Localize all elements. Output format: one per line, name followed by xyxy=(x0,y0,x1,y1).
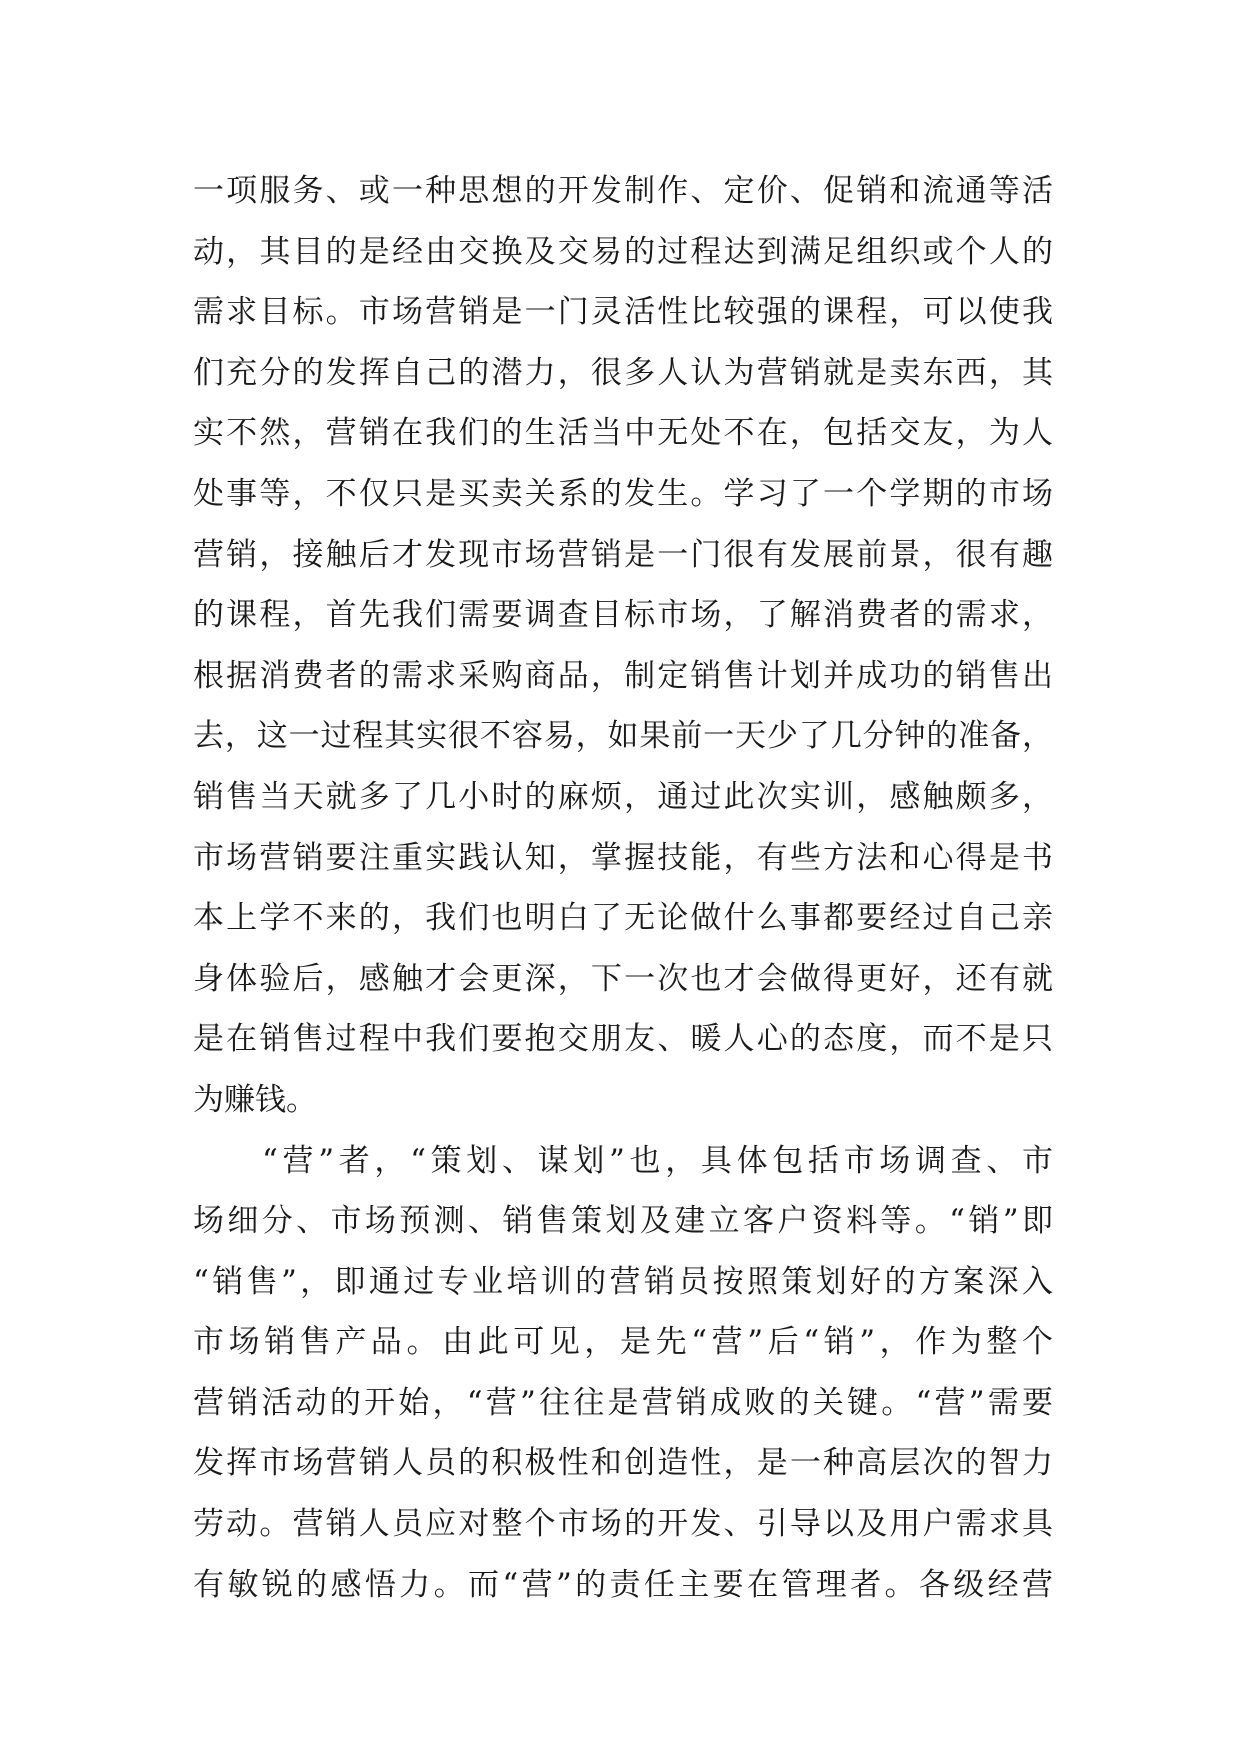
text-line: “销售”，即通过专业培训的营销员按照策划好的方案深入 xyxy=(193,1263,1053,1300)
text-line: 们充分的发挥自己的潜力，很多人认为营销就是卖东西，其 xyxy=(193,354,1053,391)
text-line: 本上学不来的，我们也明白了无论做什么事都要经过自己亲 xyxy=(193,900,1053,937)
text-line: 身体验后，感触才会更深，下一次也才会做得更好，还有就 xyxy=(193,960,1053,997)
text-line: 一项服务、或一种思想的开发制作、定价、促销和流通等活 xyxy=(193,173,1053,209)
text-line: 营销活动的开始，“营”往往是营销成败的关键。“营”需要 xyxy=(193,1384,1053,1421)
text-line: 场细分、市场预测、销售策划及建立客户资料等。“销”即 xyxy=(193,1203,1053,1240)
text-line: 需求目标。市场营销是一门灵活性比较强的课程，可以使我 xyxy=(193,294,1053,331)
text-line: 劳动。营销人员应对整个市场的开发、引导以及用户需求具 xyxy=(193,1506,1053,1543)
text-line: 的课程，首先我们需要调查目标市场，了解消费者的需求， xyxy=(193,597,1053,634)
text-line: 去，这一过程其实很不容易，如果前一天少了几分钟的准备， xyxy=(193,718,1053,755)
text-line: 发挥市场营销人员的积极性和创造性，是一种高层次的智力 xyxy=(193,1445,1053,1482)
text-line: 实不然，营销在我们的生活当中无处不在，包括交友，为人 xyxy=(193,415,1053,452)
text-line: 有敏锐的感悟力。而“营”的责任主要在管理者。各级经营 xyxy=(193,1566,1053,1603)
text-line: 市场营销要注重实践认知，掌握技能，有些方法和心得是书 xyxy=(193,839,1053,876)
paragraph-end-line: 为赚钱。 xyxy=(193,1081,317,1118)
text-line: 是在销售过程中我们要抱交朋友、暖人心的态度，而不是只 xyxy=(193,1021,1053,1058)
text-line: 销售当天就多了几小时的麻烦，通过此次实训，感触颇多， xyxy=(193,778,1053,815)
body-text xyxy=(193,161,1053,1615)
text-line: 动，其目的是经由交换及交易的过程达到满足组织或个人的 xyxy=(193,233,1053,270)
text-line: 营销，接触后才发现市场营销是一门很有发展前景，很有趣 xyxy=(193,536,1053,573)
text-line: 处事等，不仅只是买卖关系的发生。学习了一个学期的市场 xyxy=(193,475,1053,512)
text-line: 市场销售产品。由此可见，是先“营”后“销”，作为整个 xyxy=(193,1324,1053,1361)
paragraph-start-line: “营”者，“策划、谋划”也，具体包括市场调查、市 xyxy=(262,1142,1053,1179)
text-line: 根据消费者的需求采购商品，制定销售计划并成功的销售出 xyxy=(193,657,1053,694)
